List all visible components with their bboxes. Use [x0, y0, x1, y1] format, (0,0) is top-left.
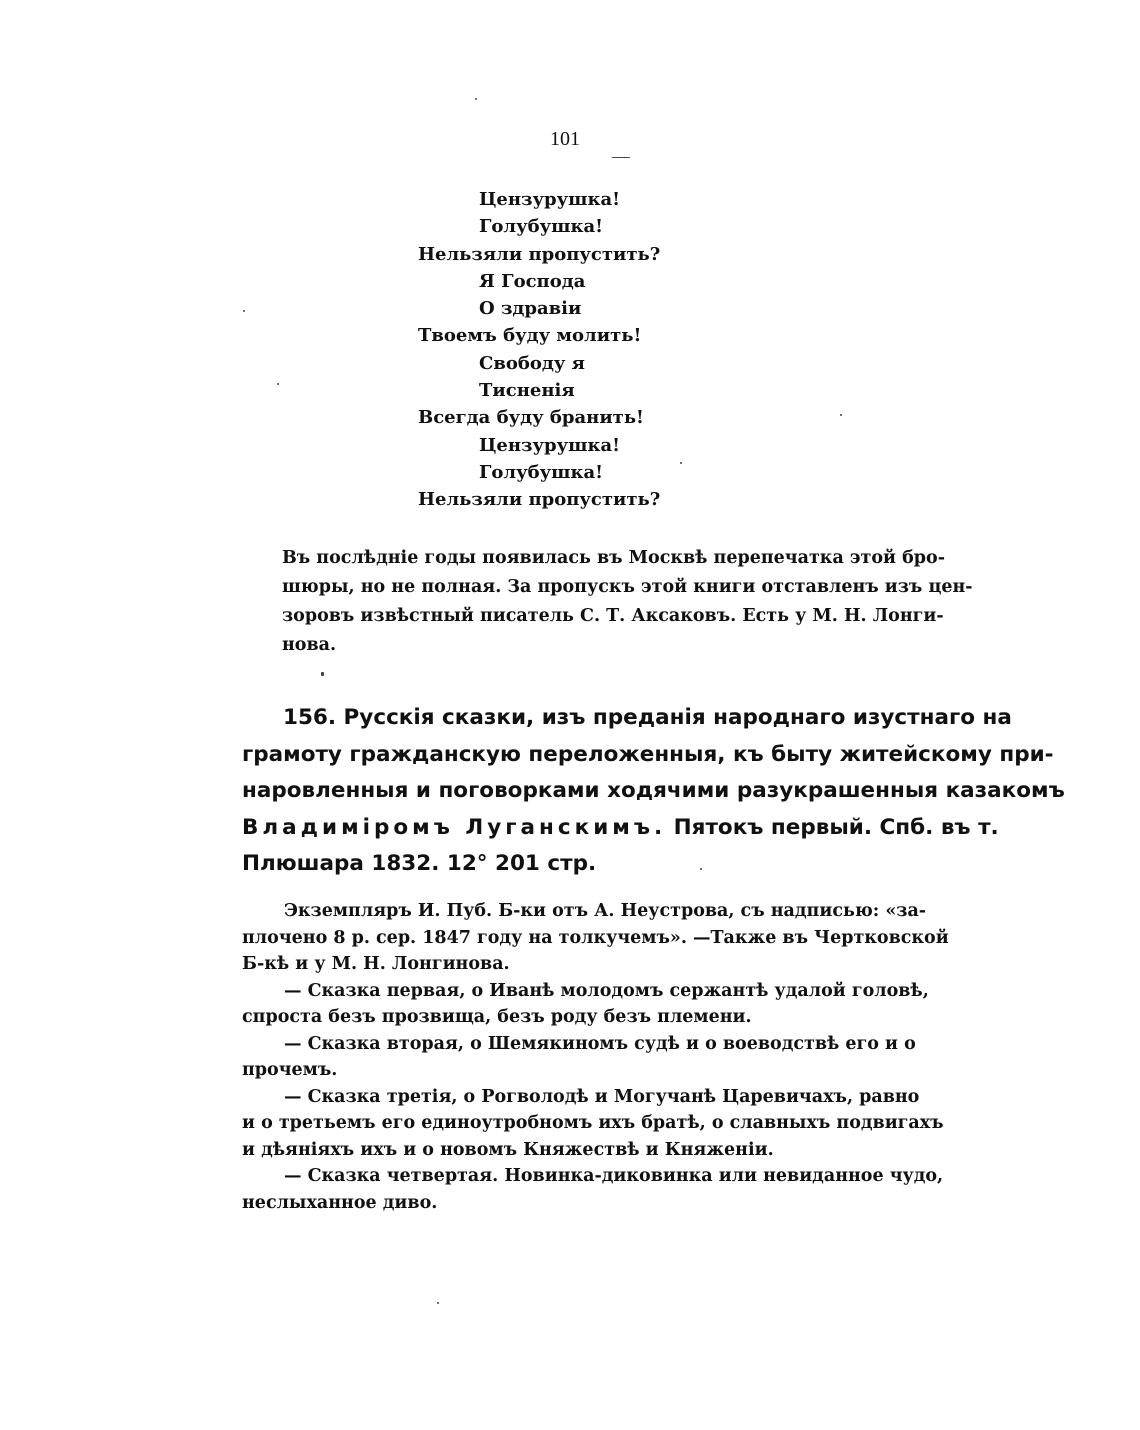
poem-line: Голубушка! — [479, 461, 604, 483]
entry-number: 156. — [283, 705, 337, 730]
poem-line: Свободу я — [479, 352, 585, 374]
tale-line: — Сказка третія, о Рогволодѣ и Могучанѣ Царевичахъ, равно — [284, 1086, 920, 1107]
poem-line: Нельзяли пропустить? — [418, 243, 661, 265]
scan-speck — [277, 383, 279, 385]
tale-line: — Сказка первая, о Иванѣ молодомъ сержантѣ удалой головѣ, — [284, 980, 929, 1001]
note-line: шюры, но не полная. За пропускъ этой книги отставленъ изъ цен- — [282, 577, 973, 597]
poem-line: Голубушка! — [479, 216, 604, 238]
note-line: нова. — [282, 635, 337, 655]
poem-line: Твоемъ буду молить! — [418, 325, 642, 347]
tale-line: прочемъ. — [242, 1060, 338, 1080]
copy-line: Экземпляръ И. Пуб. Б-ки отъ А. Неустрова, съ надписью: «за- — [284, 901, 927, 921]
entry-line: наровленныя и поговорками ходячими разукрашенныя казакомъ — [242, 778, 1065, 803]
scan-speck — [475, 98, 477, 100]
copy-line: Б-кѣ и у М. Н. Лонгинова. — [242, 954, 510, 974]
entry-author: Владиміромъ Луганскимъ. — [242, 814, 667, 840]
tale-line: и о третьемъ его единоутробномъ ихъ братѣ, о славныхъ подвигахъ — [242, 1113, 944, 1133]
note-paragraph — [282, 544, 973, 660]
tale-line: неслыханное диво. — [242, 1192, 438, 1213]
poem-line: Цензурушка! — [479, 189, 621, 210]
tale-line: — Сказка вторая, о Шемякиномъ судѣ и о воеводствѣ его и о — [284, 1033, 916, 1054]
note-line: Въ послѣдніе годы появилась въ Москвѣ перепечатка этой бро- — [282, 548, 945, 568]
page-number: 101 — [550, 128, 580, 150]
poem — [400, 186, 660, 514]
poem-line: Нельзяли пропустить? — [418, 489, 661, 511]
scan-speck — [612, 157, 630, 158]
note-line: зоровъ извѣстный писатель С. Т. Аксаковъ. Есть у М. Н. Лонги- — [282, 606, 944, 626]
poem-line: Тисненія — [479, 380, 575, 402]
entry-line: грамоту гражданскую переложенныя, къ быту житейскому при- — [242, 741, 1054, 767]
entry-title-start: Русскія сказки, изъ преданія народнаго изустнаго на — [343, 705, 1012, 730]
scan-speck — [321, 672, 324, 676]
entry-edition: Пятокъ первый. Спб. въ т. — [673, 814, 999, 840]
poem-line: Я Господа — [479, 270, 586, 292]
scan-speck — [437, 1302, 439, 1304]
tale-line: и дѣяніяхъ ихъ и о новомъ Княжествѣ и Княженіи. — [242, 1139, 774, 1160]
entry-line: Плюшара 1832. 12° 201 стр. — [242, 851, 597, 876]
catalog-entry-156 — [242, 700, 1065, 883]
copy-line: плочено 8 р. сер. 1847 году на толкучемъ». —Также въ Чертковской — [242, 927, 949, 948]
scan-speck — [840, 414, 842, 416]
scan-speck — [680, 462, 682, 464]
copy-notes — [242, 898, 949, 1216]
poem-line: Всегда буду бранить! — [418, 407, 644, 429]
tale-line: — Сказка четвертая. Новинка-диковинка или невиданное чудо, — [284, 1166, 944, 1186]
tale-line: спроста безъ прозвища, безъ роду безъ племени. — [242, 1007, 752, 1027]
entry-line — [242, 810, 999, 847]
scan-speck — [700, 868, 702, 870]
poem-line: О здравіи — [479, 298, 582, 320]
scan-speck — [243, 310, 245, 312]
poem-line: Цензурушка! — [479, 434, 621, 456]
entry-line — [242, 700, 1012, 737]
